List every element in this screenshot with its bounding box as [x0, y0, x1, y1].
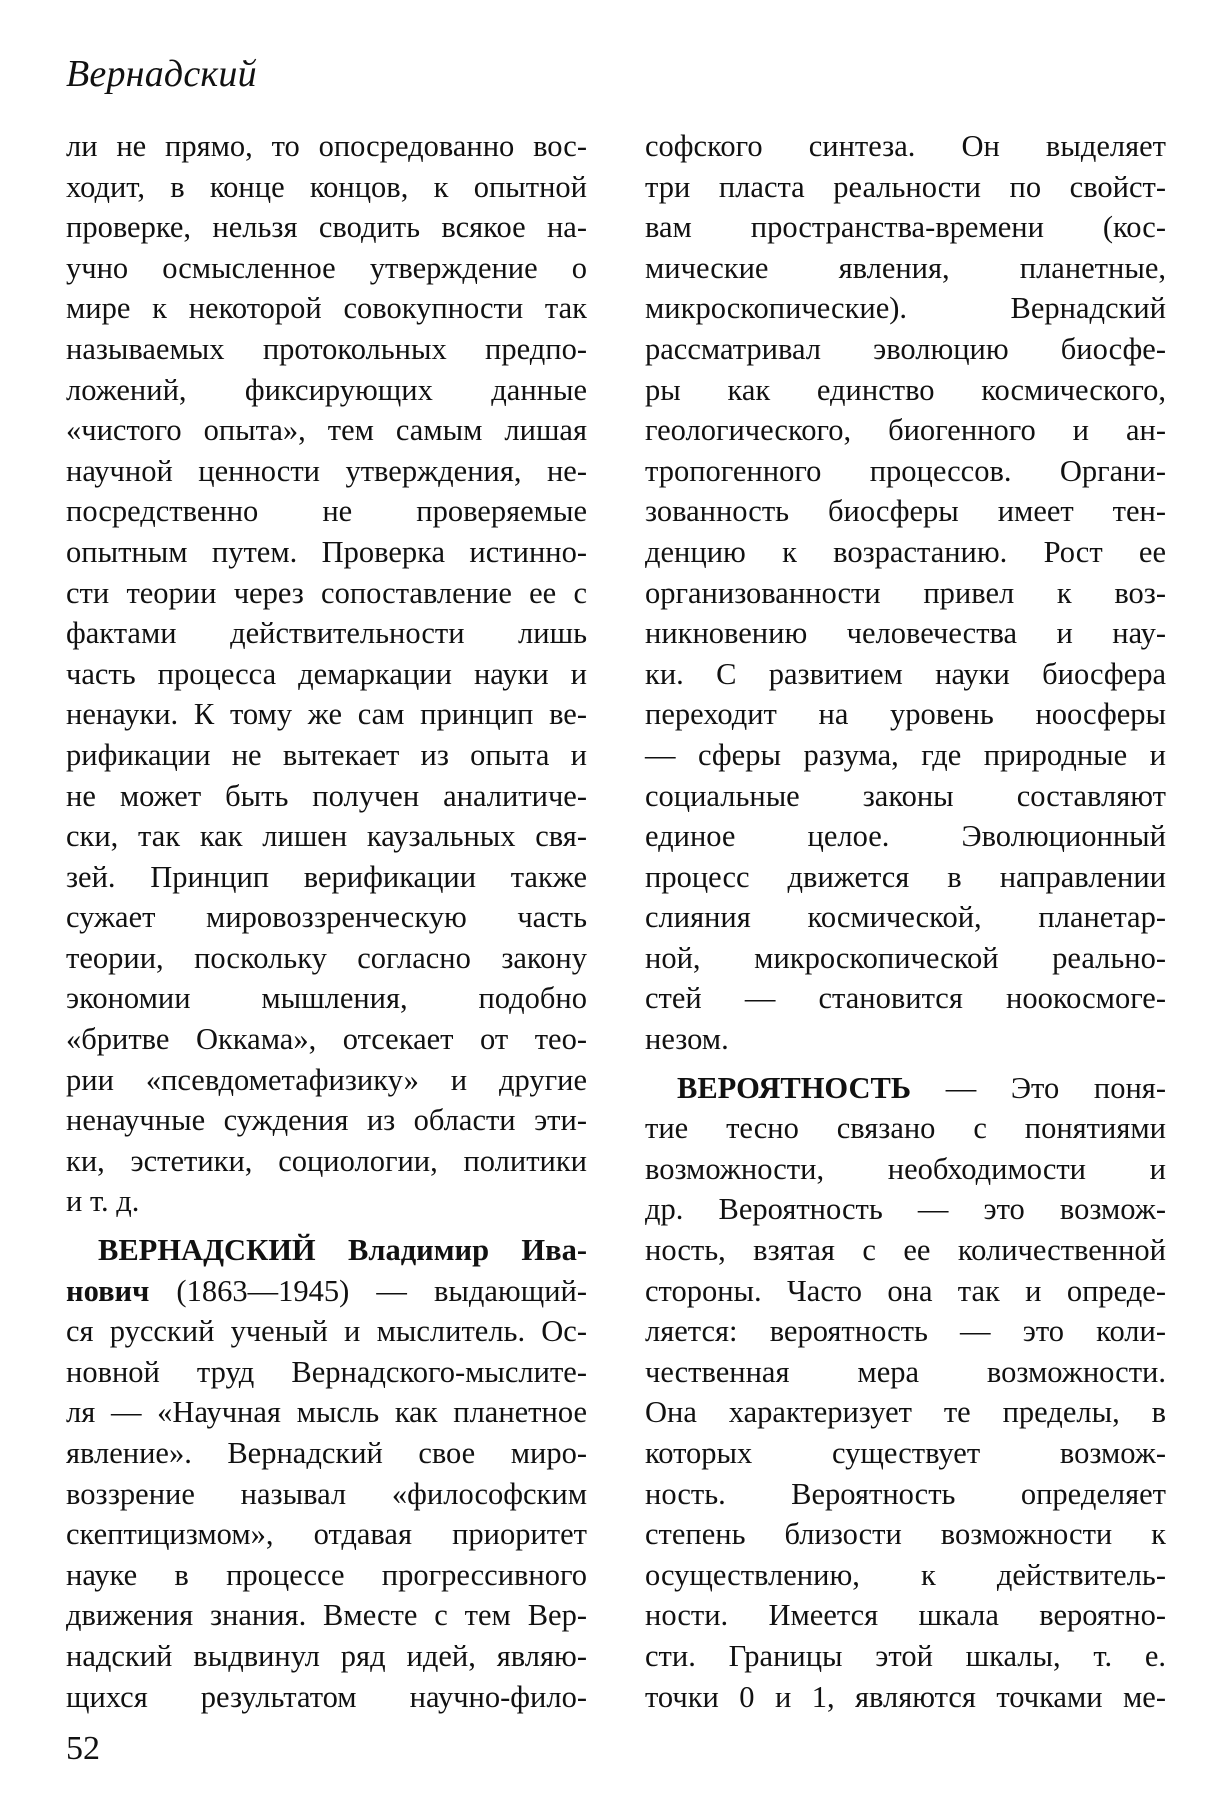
text-line: рификации не вытекает из опыта и: [66, 737, 587, 772]
text-line: сти. Границы этой шкалы, т. е.: [645, 1638, 1166, 1673]
text-line: социальные законы составляют: [645, 778, 1166, 813]
right-column: [645, 126, 1166, 1717]
text-line: [66, 1271, 587, 1312]
text-line: организованности привел к воз-: [645, 575, 1166, 610]
text-line: скептицизмом», отдавая приоритет: [66, 1517, 587, 1552]
text-line: стей — становится ноокосмоге-: [645, 981, 1166, 1016]
text-line: стороны. Часто она так и опреде-: [645, 1273, 1166, 1308]
text-line: ляется: вероятность — это коли-: [645, 1314, 1166, 1349]
text-line: ры как единство космического,: [645, 372, 1166, 407]
text-line: теории, поскольку согласно закону: [66, 940, 587, 975]
text-line: др. Вероятность — это возмож-: [645, 1192, 1166, 1227]
left-continuation-text: [66, 126, 587, 1222]
text-line: переходит на уровень ноосферы: [645, 697, 1166, 732]
text-line: ки. С развитием науки биосфера: [645, 656, 1166, 691]
text-line: ненаучные суждения из области эти-: [66, 1103, 587, 1138]
text-line: называемых протокольных предпо-: [66, 331, 587, 366]
text-line: точки 0 и 1, являются точками ме-: [645, 1679, 1166, 1714]
text-line: осуществлению, к действитель-: [645, 1557, 1166, 1592]
text-line: ложений, фиксирующих данные: [66, 372, 587, 407]
text-line: которых существует возмож-: [645, 1436, 1166, 1470]
text-line: денцию к возрастанию. Рост ее: [645, 534, 1166, 569]
running-head: Вернадский: [66, 53, 257, 95]
text-line: зованность биосферы имеет тен-: [645, 494, 1166, 529]
text-line: тропогенного процессов. Органи-: [645, 453, 1166, 488]
text-line: фактами действительности лишь: [66, 616, 587, 651]
right-continuation-text: [645, 126, 1166, 1060]
text-line: ски, так как лишен каузальных свя-: [66, 819, 587, 854]
text-line: проверке, нельзя сводить всякое на-: [66, 210, 587, 245]
text-line: зей. Принцип верификации также: [66, 859, 587, 894]
text-line: мические явления, планетные,: [645, 250, 1166, 285]
text-line: посредственно не проверяемые: [66, 494, 587, 529]
text-line: сужает мировоззренческую часть: [66, 900, 587, 935]
text-line: микроскопические). Вернадский: [645, 291, 1166, 326]
text-line: учно осмысленное утверждение о: [66, 250, 587, 285]
text-line: сти теории через сопоставление ее с: [66, 575, 587, 610]
text-line: [645, 1068, 1166, 1109]
text-line: «бритве Оккама», отсекает от тео-: [66, 1022, 587, 1057]
text-line: ненауки. К тому же сам принцип ве-: [66, 697, 587, 732]
text-line: Она характеризует те пределы, в: [645, 1395, 1166, 1430]
text-line: и т. д.: [66, 1184, 140, 1219]
text-line: ля — «Научная мысль как планетное: [66, 1395, 587, 1430]
text-line: мире к некоторой совокупности так: [66, 291, 587, 326]
text-line: научной ценности утверждения, не-: [66, 453, 587, 488]
text-line: часть процесса демаркации науки и: [66, 656, 587, 691]
text-line: новной труд Вернадского-мыслите-: [66, 1354, 587, 1389]
text-line: рассматривал эволюцию биосфе-: [645, 331, 1166, 366]
text-line: надский выдвинул ряд идей, являю-: [66, 1638, 587, 1673]
page-number: 52: [66, 1730, 100, 1767]
text-line: не может быть получен аналитиче-: [66, 778, 587, 813]
entry-headword: ВЕРОЯТНОСТЬ: [677, 1070, 912, 1105]
text-line: рии «псевдометафизику» и другие: [66, 1062, 587, 1097]
text-line: слияния космической, планетар-: [645, 900, 1166, 935]
text-line: вам пространства-времени (кос-: [645, 210, 1166, 245]
entry-dates: (1863—1945) — выдающий-: [149, 1273, 587, 1308]
text-line: единое целое. Эволюционный: [645, 819, 1166, 854]
entry-headword: ВЕРНАДСКИЙ Владимир Ива-: [98, 1233, 587, 1268]
entry-definition-start: — Это поня-: [911, 1070, 1166, 1105]
text-line: ли не прямо, то опосредованно вос-: [66, 129, 587, 163]
text-line: — сферы разума, где природные и: [645, 737, 1166, 772]
text-line: воззрение называл «философским: [66, 1476, 587, 1511]
entry-headword-continued: нович: [66, 1273, 150, 1308]
text-line: три пласта реальности по свойст-: [645, 169, 1166, 204]
text-line: ности. Имеется шкала вероятно-: [645, 1598, 1166, 1633]
text-line: ся русский ученый и мыслитель. Ос-: [66, 1314, 587, 1349]
text-line: опытным путем. Проверка истинно-: [66, 534, 587, 569]
text-line: ность, взятая с ее количественной: [645, 1233, 1166, 1268]
text-line: щихся результатом научно-фило-: [66, 1679, 587, 1714]
text-line: «чистого опыта», тем самым лишая: [66, 413, 587, 448]
text-line: ной, микроскопической реально-: [645, 940, 1166, 975]
text-line: ки, эстетики, социологии, политики: [66, 1143, 587, 1178]
text-line: никновению человечества и нау-: [645, 616, 1166, 651]
text-line: геологического, биогенного и ан-: [645, 413, 1166, 448]
text-line: тие тесно связано с понятиями: [645, 1111, 1166, 1146]
entry-probability: [645, 1068, 1166, 1718]
text-line: незом.: [645, 1022, 729, 1057]
text-line: науке в процессе прогрессивного: [66, 1557, 587, 1592]
text-line: экономии мышления, подобно: [66, 981, 587, 1016]
text-line: чественная мера возможности.: [645, 1354, 1166, 1389]
text-line: процесс движется в направлении: [645, 859, 1166, 894]
text-line: ходит, в конце концов, к опытной: [66, 169, 587, 204]
text-line: возможности, необходимости и: [645, 1151, 1166, 1186]
text-line: ность. Вероятность определяет: [645, 1476, 1166, 1511]
text-line: степень близости возможности к: [645, 1517, 1166, 1552]
text-line: явление». Вернадский свое миро-: [66, 1436, 587, 1470]
left-column: [66, 126, 587, 1717]
entry-vernadsky: [66, 1230, 587, 1717]
text-line: софского синтеза. Он выделяет: [645, 129, 1166, 163]
text-line: движения знания. Вместе с тем Вер-: [66, 1598, 587, 1633]
